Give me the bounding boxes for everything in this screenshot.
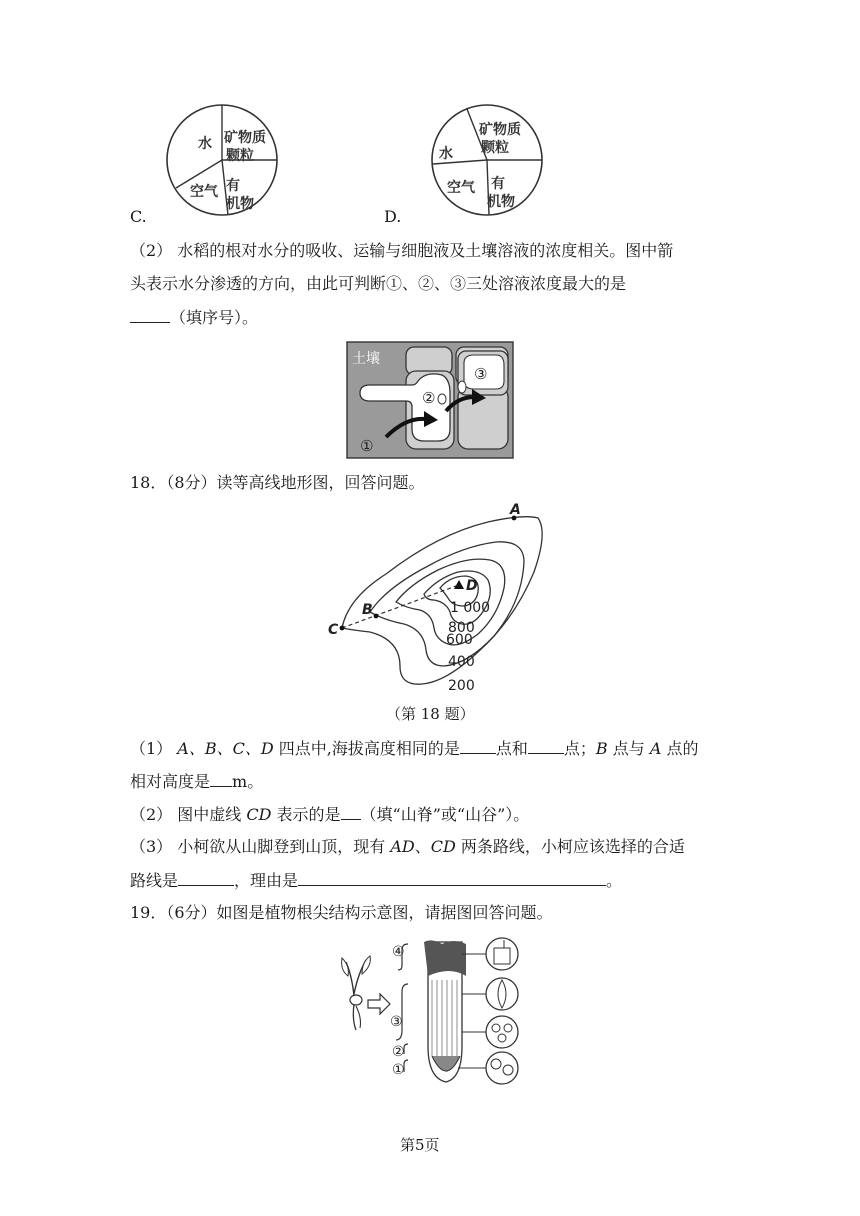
cell-mark-2: ② <box>422 389 436 407</box>
contour-label-800: 800 <box>448 620 475 636</box>
page-number: 第5页 <box>400 1136 440 1154</box>
answer-blank-q18-1a[interactable] <box>460 737 496 754</box>
contour-label-400: 400 <box>448 654 475 670</box>
answer-blank-q17[interactable] <box>130 306 170 323</box>
pie-d-mineral-1: 矿物质 <box>479 122 521 138</box>
q18-sub1-line2-text: 相对高度是 <box>130 772 211 791</box>
q18-sub3-ad: AD <box>390 837 415 856</box>
option-c-label: C. <box>130 207 147 226</box>
q18-sub2-cd: CD <box>246 805 272 824</box>
q18-sub1-line1 <box>130 737 699 760</box>
point-c-label: C <box>328 622 339 638</box>
figure-caption-18: （第 18 题） <box>386 705 475 723</box>
q17-2-line3-suffix: （填序号）。 <box>170 308 259 327</box>
root-mark-2: ② <box>392 1044 405 1060</box>
q18-sub1-text-d: 点； <box>563 739 596 758</box>
q18-sub3-sep: 、 <box>414 837 431 856</box>
q18-sub1-text-e: 点与 <box>607 739 650 758</box>
pie-d-air: 空气 <box>447 180 475 196</box>
q18-sub1-points: A、B、C、D <box>177 739 274 758</box>
cell-mark-3: ③ <box>474 365 488 383</box>
pie-c-organic-1: 有 <box>226 178 240 194</box>
answer-blank-q18-3a[interactable] <box>178 869 234 886</box>
contour-map <box>328 502 548 696</box>
q18-sub1-prefix: （1） <box>130 739 178 758</box>
root-mark-3: ③ <box>390 1014 403 1030</box>
root-cell-diagram <box>346 341 516 461</box>
point-a-label: A <box>510 502 521 518</box>
answer-blank-q18-1c[interactable] <box>210 770 232 787</box>
q18-sub2 <box>130 803 529 826</box>
q18-sub2-prefix: （2） 图中虚线 <box>130 805 247 824</box>
q18-sub1-text-b: 四点中,海拔高度相同的是 <box>273 739 460 758</box>
q18-sub3-line1 <box>130 836 685 858</box>
q18-sub3-line2-text-a: 路线是 <box>130 871 179 890</box>
q18-sub2-text-b: 表示的是 <box>271 805 341 824</box>
q19-heading: 19．（6分）如图是植物根尖结构示意图，请据图回答问题。 <box>130 903 553 922</box>
q18-sub1-point-b: B <box>595 739 608 758</box>
option-d-label: D. <box>384 207 402 226</box>
pie-d-water: 水 <box>439 146 453 162</box>
answer-blank-q18-1b[interactable] <box>528 737 564 754</box>
pie-c-mineral-2: 颗粒 <box>226 148 254 164</box>
q17-2-line1: （2） 水稻的根对水分的吸收、运输与细胞液及土壤溶液的浓度相关。图中箭 <box>130 241 674 260</box>
pie-c-organic-2: 机物 <box>226 196 254 212</box>
q18-sub3-prefix: （3） 小柯欲从山脚登到山顶，现有 <box>130 837 391 856</box>
pie-chart-c <box>160 104 290 220</box>
pie-c-water: 水 <box>198 136 212 152</box>
pie-chart-d <box>425 104 555 220</box>
pie-d-organic-2: 机物 <box>487 194 515 210</box>
contour-label-600: 600 <box>446 632 473 648</box>
answer-blank-q18-2[interactable] <box>341 803 361 820</box>
q18-sub1-point-a: A <box>649 739 662 758</box>
answer-blank-q18-3b[interactable] <box>298 869 606 886</box>
root-mark-1: ① <box>392 1062 405 1078</box>
pie-d-organic-1: 有 <box>491 176 505 192</box>
q18-sub1-text-f: 点的 <box>661 739 699 758</box>
q18-sub1-line2-unit: m。 <box>232 772 264 791</box>
q17-2-line3 <box>130 306 258 329</box>
pie-d-mineral-2: 颗粒 <box>481 140 509 156</box>
pie-c-mineral-1: 矿物质 <box>224 130 266 146</box>
point-b-label: B <box>362 602 373 618</box>
q18-sub3-cd: CD <box>430 837 456 856</box>
contour-label-200: 200 <box>448 678 475 694</box>
point-d-label: D <box>466 578 478 594</box>
q18-sub3-line2-end: 。 <box>606 871 623 890</box>
q18-heading: 18．（8分）读等高线地形图，回答问题。 <box>130 473 425 492</box>
q18-sub3-text-b: 两条路线，小柯应该选择的合适 <box>455 837 685 856</box>
q18-sub2-text-c: （填“山脊”或“山谷”）。 <box>360 805 530 824</box>
root-tip-diagram <box>332 936 532 1086</box>
q18-sub3-line2-text-b: ，理由是 <box>234 871 299 890</box>
q17-2-line2: 头表示水分渗透的方向，由此可判断①、②、③三处溶液浓度最大的是 <box>130 274 627 293</box>
root-mark-4: ④ <box>392 944 405 960</box>
q18-sub1-text-c: 点和 <box>495 739 528 758</box>
pie-c-air: 空气 <box>190 184 218 200</box>
q18-sub3-line2 <box>130 869 622 892</box>
contour-label-1000: 1 000 <box>450 600 491 616</box>
cell-mark-1: ① <box>360 437 374 455</box>
soil-label: 土壤 <box>352 351 380 367</box>
q18-sub1-line2 <box>130 770 263 793</box>
